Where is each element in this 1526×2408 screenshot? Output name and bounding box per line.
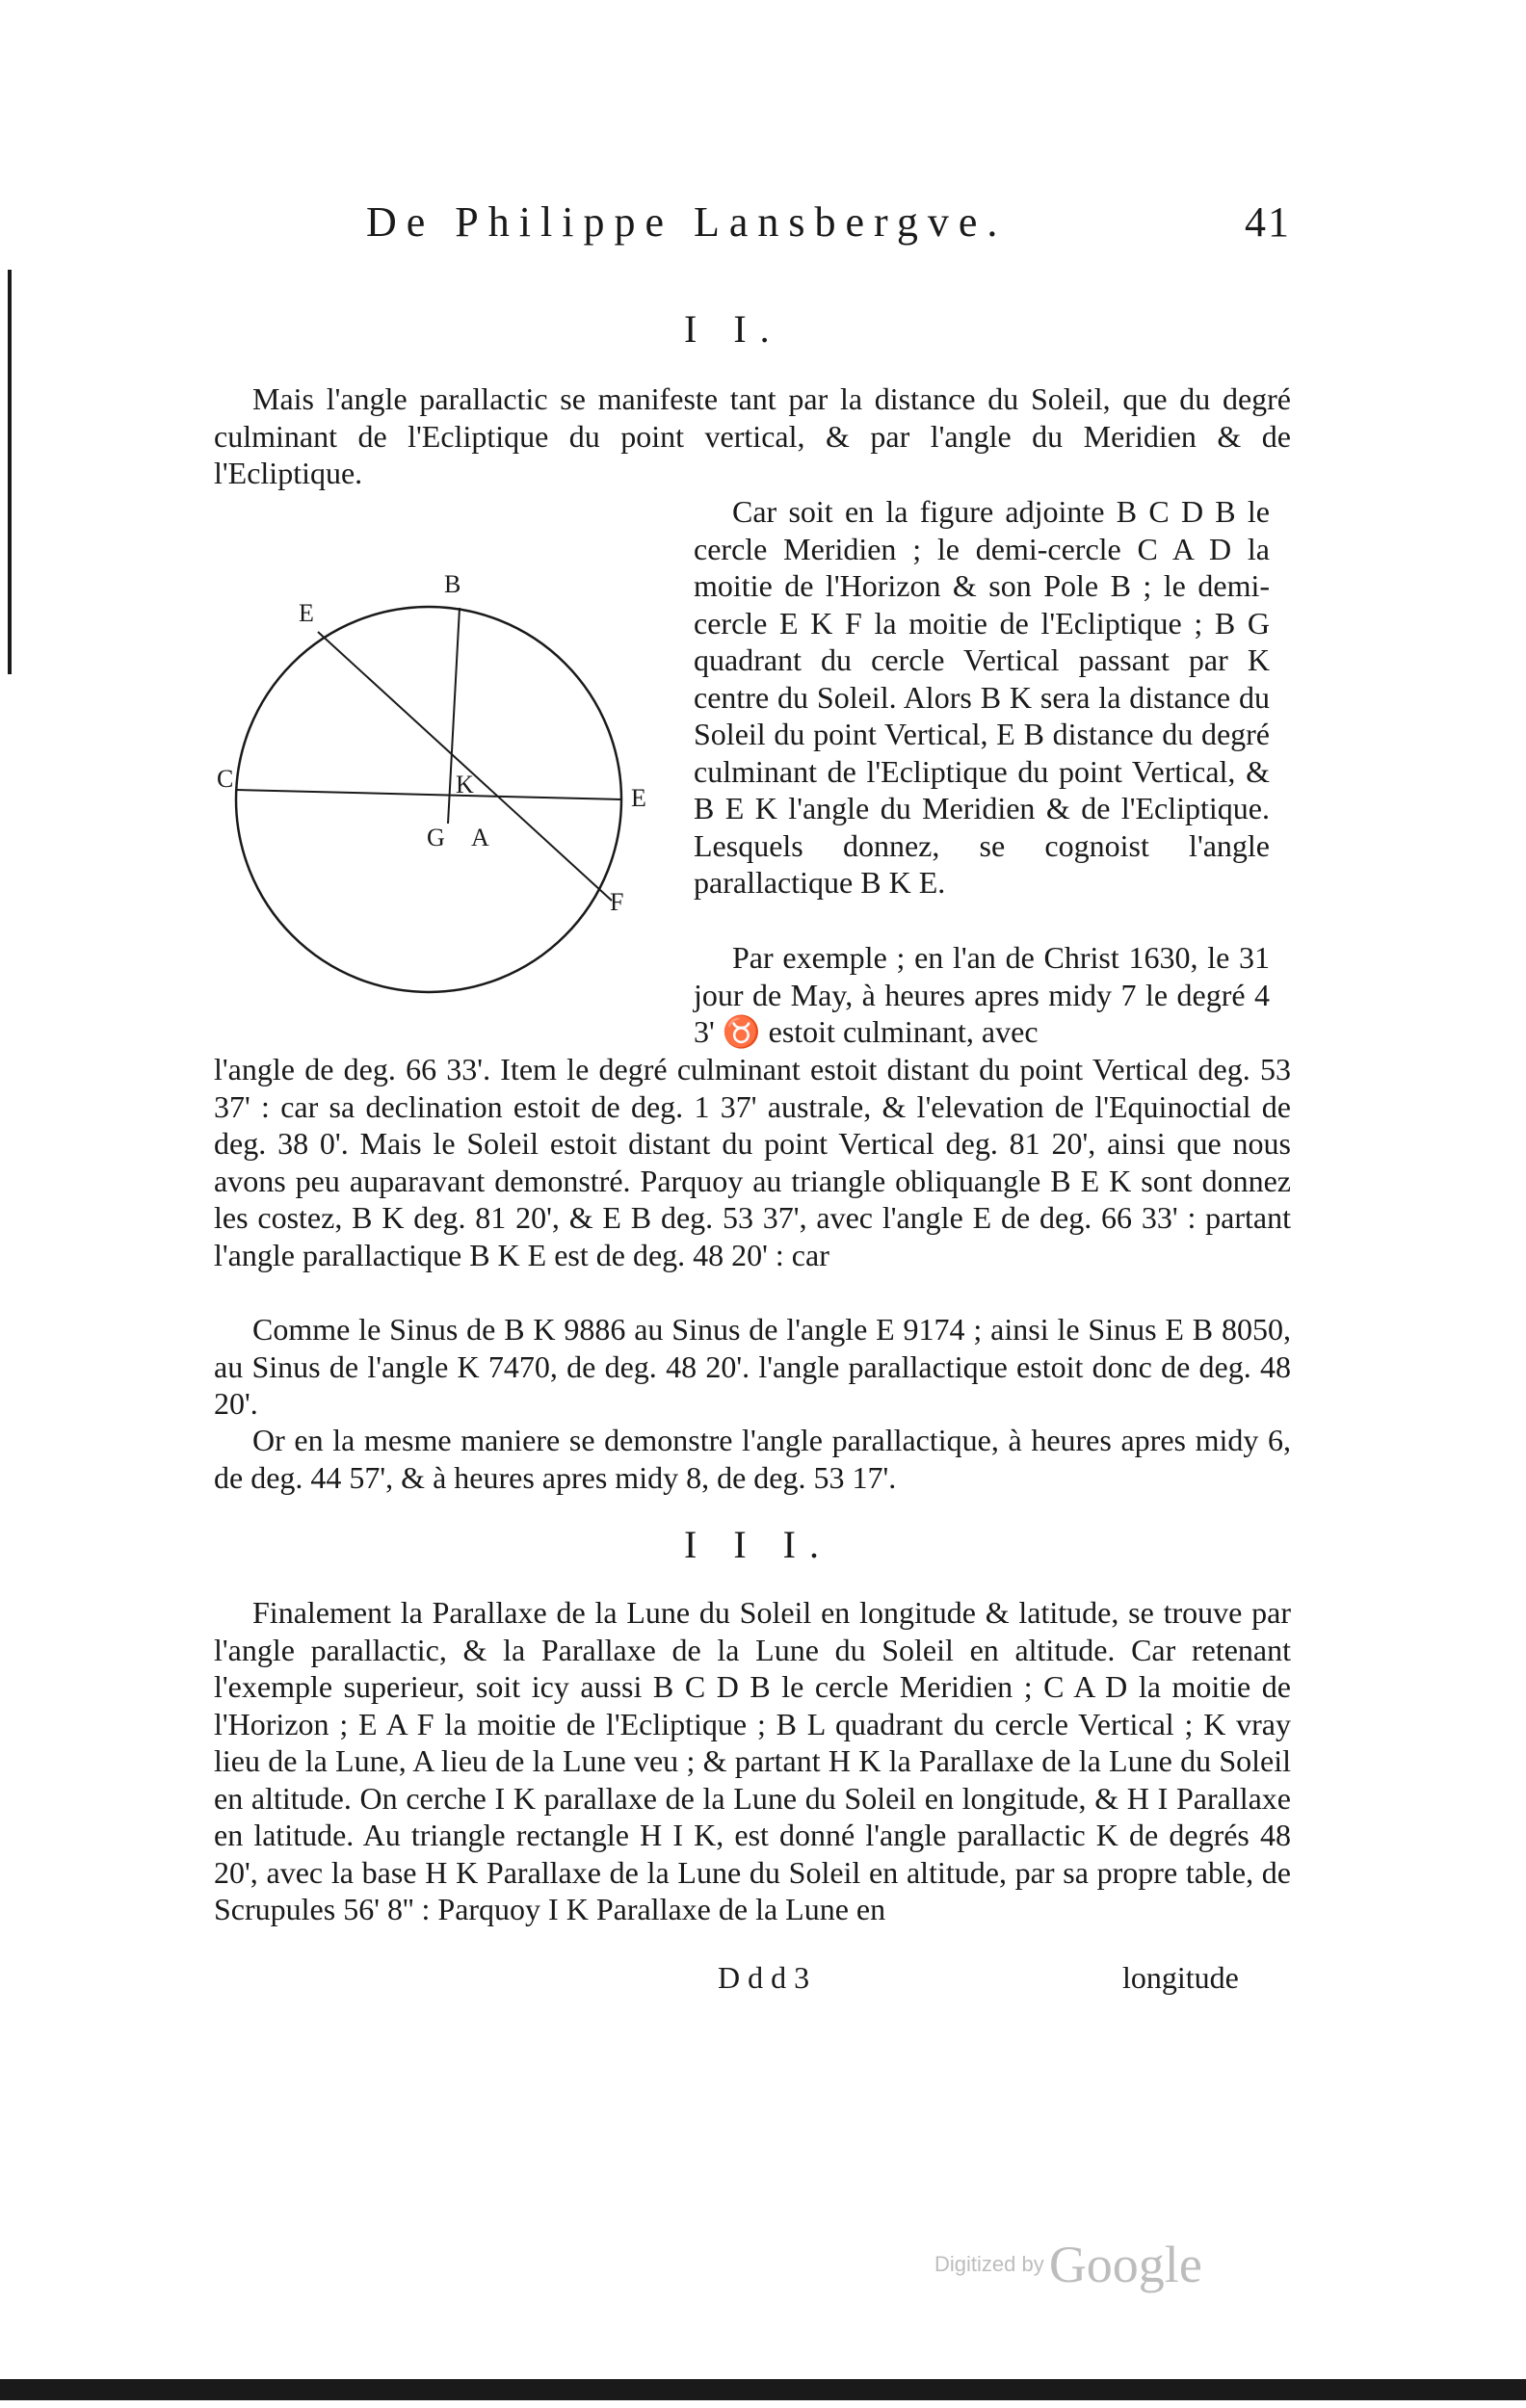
ecliptic-line (318, 632, 612, 901)
paragraph-example-continued-text: l'angle de deg. 66 33'. Item le degré culminant estoit distant du point Vertical deg. 53 37' : car sa declination estoit de deg. 1 37' australe, & l'elevation de l'Equinoctial de deg. 38 0'. Mais le Soleil estoit distant du point Vertical deg. 81 20', ainsi que nous avons peu auparavant demonstré. Parquoy au triangle obliquangle B E K sont donnez les costez, B K deg. 81 20', & E B deg. 53 37', avec l'angle E de deg. 66 33' : partant l'angle parallactique B K E est de deg. 48 20' : car (214, 1052, 1291, 1272)
scan-edge-bottom (0, 2379, 1526, 2400)
paragraph-other-hours (214, 1422, 1291, 1496)
meridian-circle (236, 607, 624, 992)
watermark-prefix: Digitized by (934, 2252, 1044, 2276)
figure-label-c: C (217, 765, 234, 793)
figure-label-g: G (427, 824, 445, 851)
figure-label-b: B (444, 570, 461, 598)
section-heading-ii: I I. (684, 307, 783, 351)
paragraph-figure-description (694, 493, 1270, 902)
horizon-line (236, 790, 621, 799)
google-logo: Google (1048, 2236, 1202, 2293)
section-heading-iii: I I I. (684, 1523, 832, 1566)
geometric-figure (207, 563, 650, 1007)
digitized-by-google-watermark (934, 2235, 1252, 2312)
paragraph-figure-description-text: Car soit en la figure adjointe B C D B le cercle Meridien ; le demi-cercle C A D la moitie de l'Horizon & son Pole B ; le demi-cercle E K F la moitie de l'Ecliptique ; B G quadrant du cercle Vertical passant par K centre du Soleil. Alors B K sera la distance du Soleil du point Vertical, E B distance du degré culminant de l'Ecliptique du point Vertical, & B E K l'angle du Meridien & de l'Ecliptique. Lesquels donnez, se cognoist l'angle parallactique B K E. (694, 494, 1270, 900)
paragraph-example-start-text: Par exemple ; en l'an de Christ 1630, le 31 jour de May, à heures apres midy 7 le degré 4 3' ♉ estoit culminant, avec (694, 940, 1270, 1049)
signature-mark: D d d 3 (718, 1960, 810, 1995)
paragraph-sines-text: Comme le Sinus de B K 9886 au Sinus de l'angle E 9174 ; ainsi le Sinus E B 8050, au Sinus de l'angle K 7470, de deg. 48 20'. l'angle parallactique estoit donc de deg. 48 20'. (214, 1312, 1291, 1421)
paragraph-example-continued (214, 1051, 1291, 1273)
paragraph-parallax (214, 1594, 1291, 1928)
figure-label-a: A (471, 824, 489, 851)
scan-edge-left (8, 270, 12, 674)
paragraph-example-start (694, 939, 1270, 1051)
paragraph-intro (214, 380, 1291, 492)
running-title: De Philippe Lansbergve. (366, 198, 1008, 246)
paragraph-parallax-text: Finalement la Parallaxe de la Lune du Soleil en longitude & latitude, se trouve par l'angle parallactic, & la Parallaxe de la Lune du Soleil en altitude. Car retenant l'exemple superieur, soit icy aussi B C D B le cercle Meridien ; C A D la moitie de l'Horizon ; E A F la moitie de l'Ecliptique ; B L quadrant du cercle Vertical ; K vray lieu de la Lune, A lieu de la Lune veu ; & partant H K la Parallaxe de la Lune du Soleil en altitude. On cerche I K parallaxe de la Lune du Soleil en longitude, & H I Parallaxe en latitude. Au triangle rectangle H I K, est donné l'angle parallactic K de degrés 48 20', avec la base H K Parallaxe de la Lune du Soleil en altitude, par sa propre table, de Scrupules 56' 8'' : Parquoy I K Parallaxe de la Lune en (214, 1595, 1291, 1926)
running-header (366, 197, 1291, 255)
figure-label-e-right: E (631, 784, 646, 812)
figure-label-f: F (610, 888, 624, 916)
paragraph-other-hours-text: Or en la mesme maniere se demonstre l'angle parallactique, à heures apres midy 6, de deg. 44 57', & à heures apres midy 8, de deg. 53 17'. (214, 1423, 1291, 1495)
figure-label-e-top: E (299, 599, 314, 627)
figure-label-k: K (456, 771, 474, 798)
page-number: 41 (1245, 198, 1291, 246)
paragraph-intro-text: Mais l'angle parallactic se manifeste tant par la distance du Soleil, que du degré culminant de l'Ecliptique du point vertical, & par l'angle du Meridien & de l'Ecliptique. (214, 381, 1291, 490)
paragraph-sines (214, 1311, 1291, 1423)
catchword: longitude (1122, 1960, 1239, 1995)
